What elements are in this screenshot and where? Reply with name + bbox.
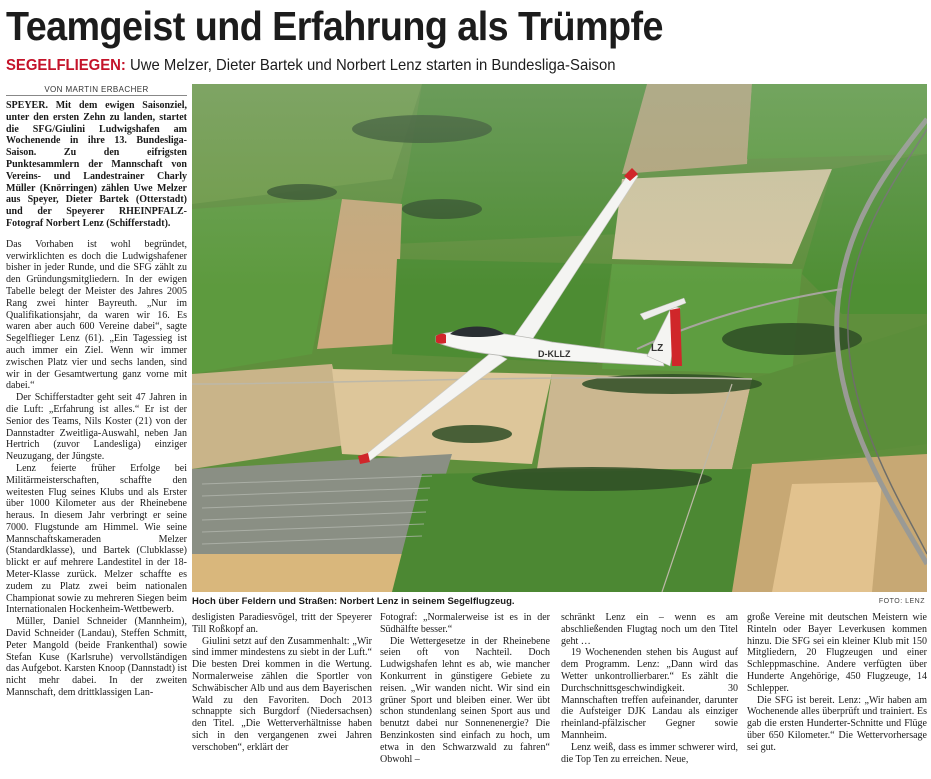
article-paragraph: Fotograf: „Normalerweise ist es in der Südhälfte besser.“ xyxy=(380,612,550,635)
article-column-5 xyxy=(747,612,927,778)
byline: VON MARTIN ERBACHER xyxy=(44,85,149,94)
article-paragraph: Müller, Daniel Schneider (Mannheim), David Schneider (Landau), Steffen Schmitt, Peter Mangold (beide Frankenthal) sowie Stefan Kuse (Karlsruhe) vervollständigen das Aufgebot. Karsten Knoop (Dannstadt) ist nicht mehr dabei. In der zweiten Mannschaft, dem drittklassigen Lan- xyxy=(6,616,187,699)
article-paragraph: Das Vorhaben ist wohl begründet, verwirklichten es doch die Ludwigshafener bisher in jeder Runde, und die SFG zählt zu den Gründungsmitgliedern. In der ewigen Tabelle belegt der Meister des Jahres 2005 Rang zwei hinter Bayreuth. „Nur im Qualifikationsjahr, da waren wir 16. Es waren aber auch 600 Vereine dabei“, sagte Segelflieger Lenz (61). „Ein Tagessieg ist auch immer ein Ziel. Wenn wir immer zwischen Platz vier und sechs landen, sind wir in der Gesamtwertung ganz vorne mit dabei.“ xyxy=(6,238,187,392)
article-paragraph: Lenz weiß, dass es immer schwerer wird, die Top Ten zu erreichen. Neue, xyxy=(561,741,738,765)
article-paragraph: Die SFG ist bereit. Lenz: „Wir haben am Wochenende alles überprüft und trainiert. Es gab die ersten Hunderter-Schnitte und Flüge über 650 Kilometer.“ Die Wettervorhersage sei gut. xyxy=(747,694,927,753)
article-column-4 xyxy=(561,612,738,778)
glider-photo xyxy=(192,84,927,592)
article-paragraph: Giulini setzt auf den Zusammenhalt: „Wir sind immer mindestens zu siebt in der Luft.“ Die besten Drei kommen in die Wertung. Normalerweise zählen die Sportler von Schwäbischer Alb und aus dem Bayerischen Wald zu den Favoriten. Doch 2013 schnappte sich Burgdorf (Niedersachsen) den Titel. „Die Wetterverhältnisse haben sich in den vergangenen zwei Jahren verschoben“, erklärt der xyxy=(192,635,372,753)
article-column-1 xyxy=(6,100,187,776)
glider-registration: D-KLLZ xyxy=(538,349,571,359)
article-column-3 xyxy=(380,612,550,778)
subline-text: Uwe Melzer, Dieter Bartek und Norbert Lenz starten in Bundesliga-Saison xyxy=(125,57,616,74)
aerial-landscape-illustration xyxy=(192,84,927,592)
article-paragraph: Lenz feierte früher Erfolge bei Militärmeisterschaften, schaffte den weitesten Flug seines Klubs und als Erster über 1000 Kilometer aus der Rheinebene heraus. In diesem Jahr verbringt er seine 7000. Flugstunde am Himmel. Wie seine Mannschaftskameraden Melzer (Standardklasse), und Bartek (Clubklasse) blickt er auf mehrere Landestitel in der 18-Meter-Klasse zurück. Melzer schaffte es zudem zu Platz zwei beim nationalen Championat sowie zu mehreren Siegen beim Internationalen Hockenheim-Wettbewerb. xyxy=(6,462,187,616)
article-column-2 xyxy=(192,612,372,778)
subline-kicker: SEGELFLIEGEN: xyxy=(6,57,126,74)
article-paragraph: desligisten Paradiesvögel, tritt der Speyerer Till Roßkopf an. xyxy=(192,612,372,635)
headline: Teamgeist und Erfahrung als Trümpfe xyxy=(6,3,663,49)
article-paragraph: schränkt Lenz ein – wenn es am abschließenden Flugtag noch um den Titel geht … xyxy=(561,612,738,647)
article-lead-paragraph: SPEYER. Mit dem ewigen Saisonziel, unter den ersten Zehn zu landen, startet die SFG/Giulini Ludwigshafen am Wochenende in ihre 13. Bundesliga-Saison. Zu den eifrigsten Punktesammlern der Mannschaft von Vereins- und Landestrainer Charly Müller (Knörringen) zählen Uwe Melzer aus Speyer, Dieter Bartek (Otterstadt) und der Speyerer RHEINPFALZ-Fotograf Norbert Lenz (Schifferstadt). xyxy=(6,100,187,229)
photo-credit: FOTO: LENZ xyxy=(878,598,925,605)
subline xyxy=(6,55,616,77)
photo-caption: Hoch über Feldern und Straßen: Norbert Lenz in seinem Segelflugzeug. xyxy=(192,596,515,607)
article-paragraph: Die Wettergesetze in der Rheinebene seien oft von Nachteil. Doch Ludwigshafen lehnt es ab, wie mancher Konkurrent in günstigere Gebiete zu reisen. „Wir wanden nicht. Wir sind ein grüner Sport und bleiben einer. Wer übt schon stundenlang seinen Sport aus und benutzt dabei nur Sonnenenergie? Die Benzinkosten sind einfach zu hoch, um etwa in den Schwarzwald zu fahren“ Obwohl – xyxy=(380,635,550,765)
article-paragraph: Der Schifferstadter geht seit 47 Jahren in die Luft: „Erfahrung ist alles.“ Er ist der Senior des Teams, Nils Koster (21) von der Dannstadter Zweitliga-Auswahl, neben Jan Hertrich (zuvor Landesliga) einziger Neuzugang, der Jüngste. xyxy=(6,392,187,463)
glider-tail-code: LZ xyxy=(651,343,664,354)
article-paragraph: große Vereine mit deutschen Meistern wie Rinteln oder Bayer Leverkusen kommen hinzu. Die SFG sei ein kleiner Klub mit 150 Mitgliedern, 20 Flugzeugen und einer Schleppmaschine. Andere verfügten über Hunderte Angehörige, 450 Flugzeuge, 14 Schlepper. xyxy=(747,612,927,694)
article-paragraph: 19 Wochenenden stehen bis August auf dem Programm. Lenz: „Dann wird das Wetter unkontrollierbarer.“ Es zählt die Durchschnittsgeschwindigkeit. 30 Mannschaften treffen aufeinander, darunter die Aufsteiger DJK Landau als einziger rheinland-pfälzischer Gegner sowie Mannheim. xyxy=(561,647,738,741)
byline-divider xyxy=(6,95,187,96)
